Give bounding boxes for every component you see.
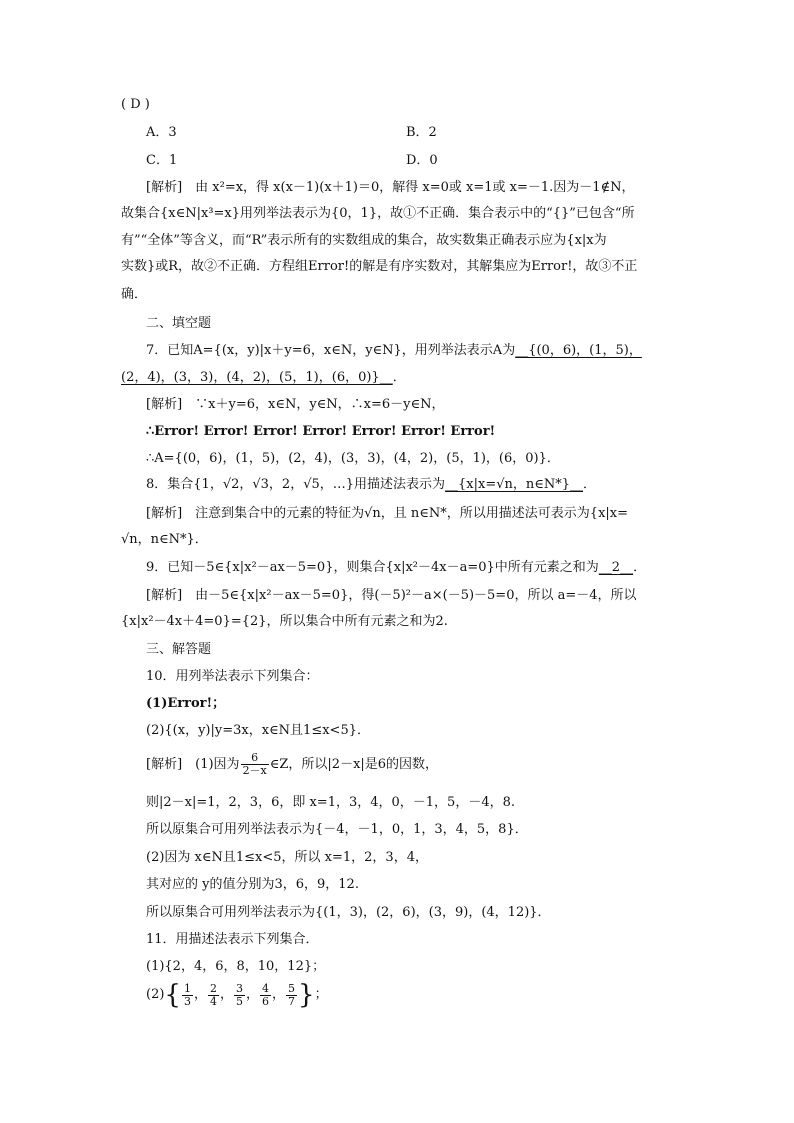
text-line: {x|x²－4x＋4=0}={2}，所以集合中所有元素之和为2. xyxy=(121,614,448,629)
question-9-answer: __2__ xyxy=(598,560,634,575)
question-11-part-1: (1){2，4，6，8，10，12}； xyxy=(146,959,326,974)
analysis-line: [解析] ∵x＋y=6，x∈N，y∈N，∴x=6－y∈N， xyxy=(146,397,445,412)
fraction xyxy=(182,983,193,1008)
numerator: 2 xyxy=(209,981,217,995)
text-line: √n，n∈N*}． xyxy=(121,532,208,547)
period: ． xyxy=(392,370,406,385)
question-9 xyxy=(146,560,646,576)
text-line: 则|2－x|=1，2，3，6，即 x=1，3，4，0，－1，5，－4，8. xyxy=(146,795,515,810)
analysis-line: [解析] 注意到集合中的元素的特征为√n，且 n∈N*，所以用描述法可表示为{x|x= xyxy=(146,506,629,521)
question-10-part-1 xyxy=(146,696,225,712)
left-brace: { xyxy=(164,980,181,1010)
text-line: 确． xyxy=(121,287,148,302)
comma: ， xyxy=(272,987,286,1002)
question-8-answer: __{x|x=√n，n∈N*}__ xyxy=(445,477,584,492)
text-line: 其对应的 y的值分别为3，6，9，12. xyxy=(146,877,359,892)
section-heading-solve: 三、解答题 xyxy=(146,642,212,657)
question-7 xyxy=(146,343,642,359)
analysis-line: [解析] 由 x²=x，得 x(x－1)(x＋1)＝0，解得 x=0或 x=1或 x=－1.因为－1∉N， xyxy=(146,180,635,195)
part-label: (2) xyxy=(146,987,165,1002)
period: ． xyxy=(633,560,647,575)
text-line: 所以原集合可用列举法表示为{(1，3)，(2，6)，(3，9)，(4，12)}． xyxy=(146,905,551,920)
denominator: 3 xyxy=(183,994,191,1008)
question-7-stem: 7．已知A={(x，y)|x＋y=6，x∈N，y∈N}，用列举法表示A为 xyxy=(146,343,516,358)
denominator: 5 xyxy=(236,994,243,1008)
text-line: 实数}或R，故②不正确．方程组Error!的解是有序实数对，其解集应为Error!，故③不正 xyxy=(121,259,638,274)
question-9-stem: 9．已知－5∈{x|x²－ax－5=0}，则集合{x|x²－4x－a=0}中所有元素之和为 xyxy=(146,560,599,575)
text-line: 所以原集合可用列举法表示为{－4，－1，0，1，3，4，5，8}． xyxy=(146,822,528,837)
section-heading-fill-in: 二、填空题 xyxy=(146,316,212,331)
error-text: ∴Error! Error! Error! Error! Error! Error! Error! xyxy=(146,424,496,439)
analysis-label: [解析] (1)因为 xyxy=(146,757,240,772)
right-brace: } xyxy=(298,980,315,1010)
question-10: 10．用列举法表示下列集合： xyxy=(146,669,319,684)
answer-text: (2，4)，(3，3)，(4，2)，(5，1)，(6，0)}__ xyxy=(121,370,393,385)
fraction xyxy=(234,983,245,1008)
error-text: (1)Error!； xyxy=(146,696,226,711)
answer-choice: ( D ) xyxy=(121,97,150,112)
text-line: 有”“全体”等含义，而“R”表示所有的实数组成的集合，故实数集正确表示应为{x|x为 xyxy=(121,233,607,248)
comma: ， xyxy=(246,987,260,1002)
option-d: D．0 xyxy=(406,153,438,168)
fraction xyxy=(260,983,271,1008)
numerator: 6 xyxy=(241,752,269,765)
comma: ， xyxy=(193,987,207,1002)
numerator: 1 xyxy=(183,981,191,995)
fraction xyxy=(208,983,219,1008)
numerator: 3 xyxy=(236,981,243,995)
fraction xyxy=(286,983,297,1008)
semicolon: ； xyxy=(314,987,328,1002)
analysis-line-fraction xyxy=(146,752,438,777)
denominator: 2－x xyxy=(242,764,267,777)
question-7-answer-cont xyxy=(121,370,406,386)
numerator: 4 xyxy=(262,981,270,995)
denominator: 6 xyxy=(262,994,270,1008)
question-11: 11．用描述法表示下列集合． xyxy=(146,932,319,947)
question-8-stem: 8．集合{1，√2，√3，2，√5，…}用描述法表示为 xyxy=(146,477,446,492)
denominator: 4 xyxy=(209,994,217,1008)
text-line: (2)因为 x∈N且1≤x<5，所以 x=1，2，3，4， xyxy=(146,850,428,865)
analysis-text: ∈Z，所以|2－x|是6的因数， xyxy=(269,757,439,772)
error-line xyxy=(146,424,495,440)
question-11-part-2 xyxy=(146,982,328,1008)
question-10-part-2: (2){(x，y)|y=3x，x∈N且1≤x<5}． xyxy=(146,723,370,738)
fraction xyxy=(241,752,269,777)
analysis-line: [解析] 由－5∈{x|x²－ax－5=0}，得(－5)²－a×(－5)－5=0，所以 a=－4，所以 xyxy=(146,588,637,603)
question-7-answer: __{(0，6)，(1，5)， xyxy=(515,343,642,358)
numerator: 5 xyxy=(288,981,296,995)
option-c: C．1 xyxy=(146,153,178,168)
period: ． xyxy=(583,477,597,492)
option-b: B．2 xyxy=(406,125,437,140)
question-8 xyxy=(146,477,596,493)
text-line: ∴A={(0，6)，(1，5)，(2，4)，(3，3)，(4，2)，(5，1)，(6，0)}． xyxy=(146,451,560,466)
denominator: 7 xyxy=(288,994,296,1008)
option-a: A．3 xyxy=(146,125,177,140)
text-line: 故集合{x∈N|x³=x}用列举法表示为{0，1}，故①不正确．集合表示中的“{}”已包含“所 xyxy=(121,206,635,221)
comma: ， xyxy=(219,987,233,1002)
